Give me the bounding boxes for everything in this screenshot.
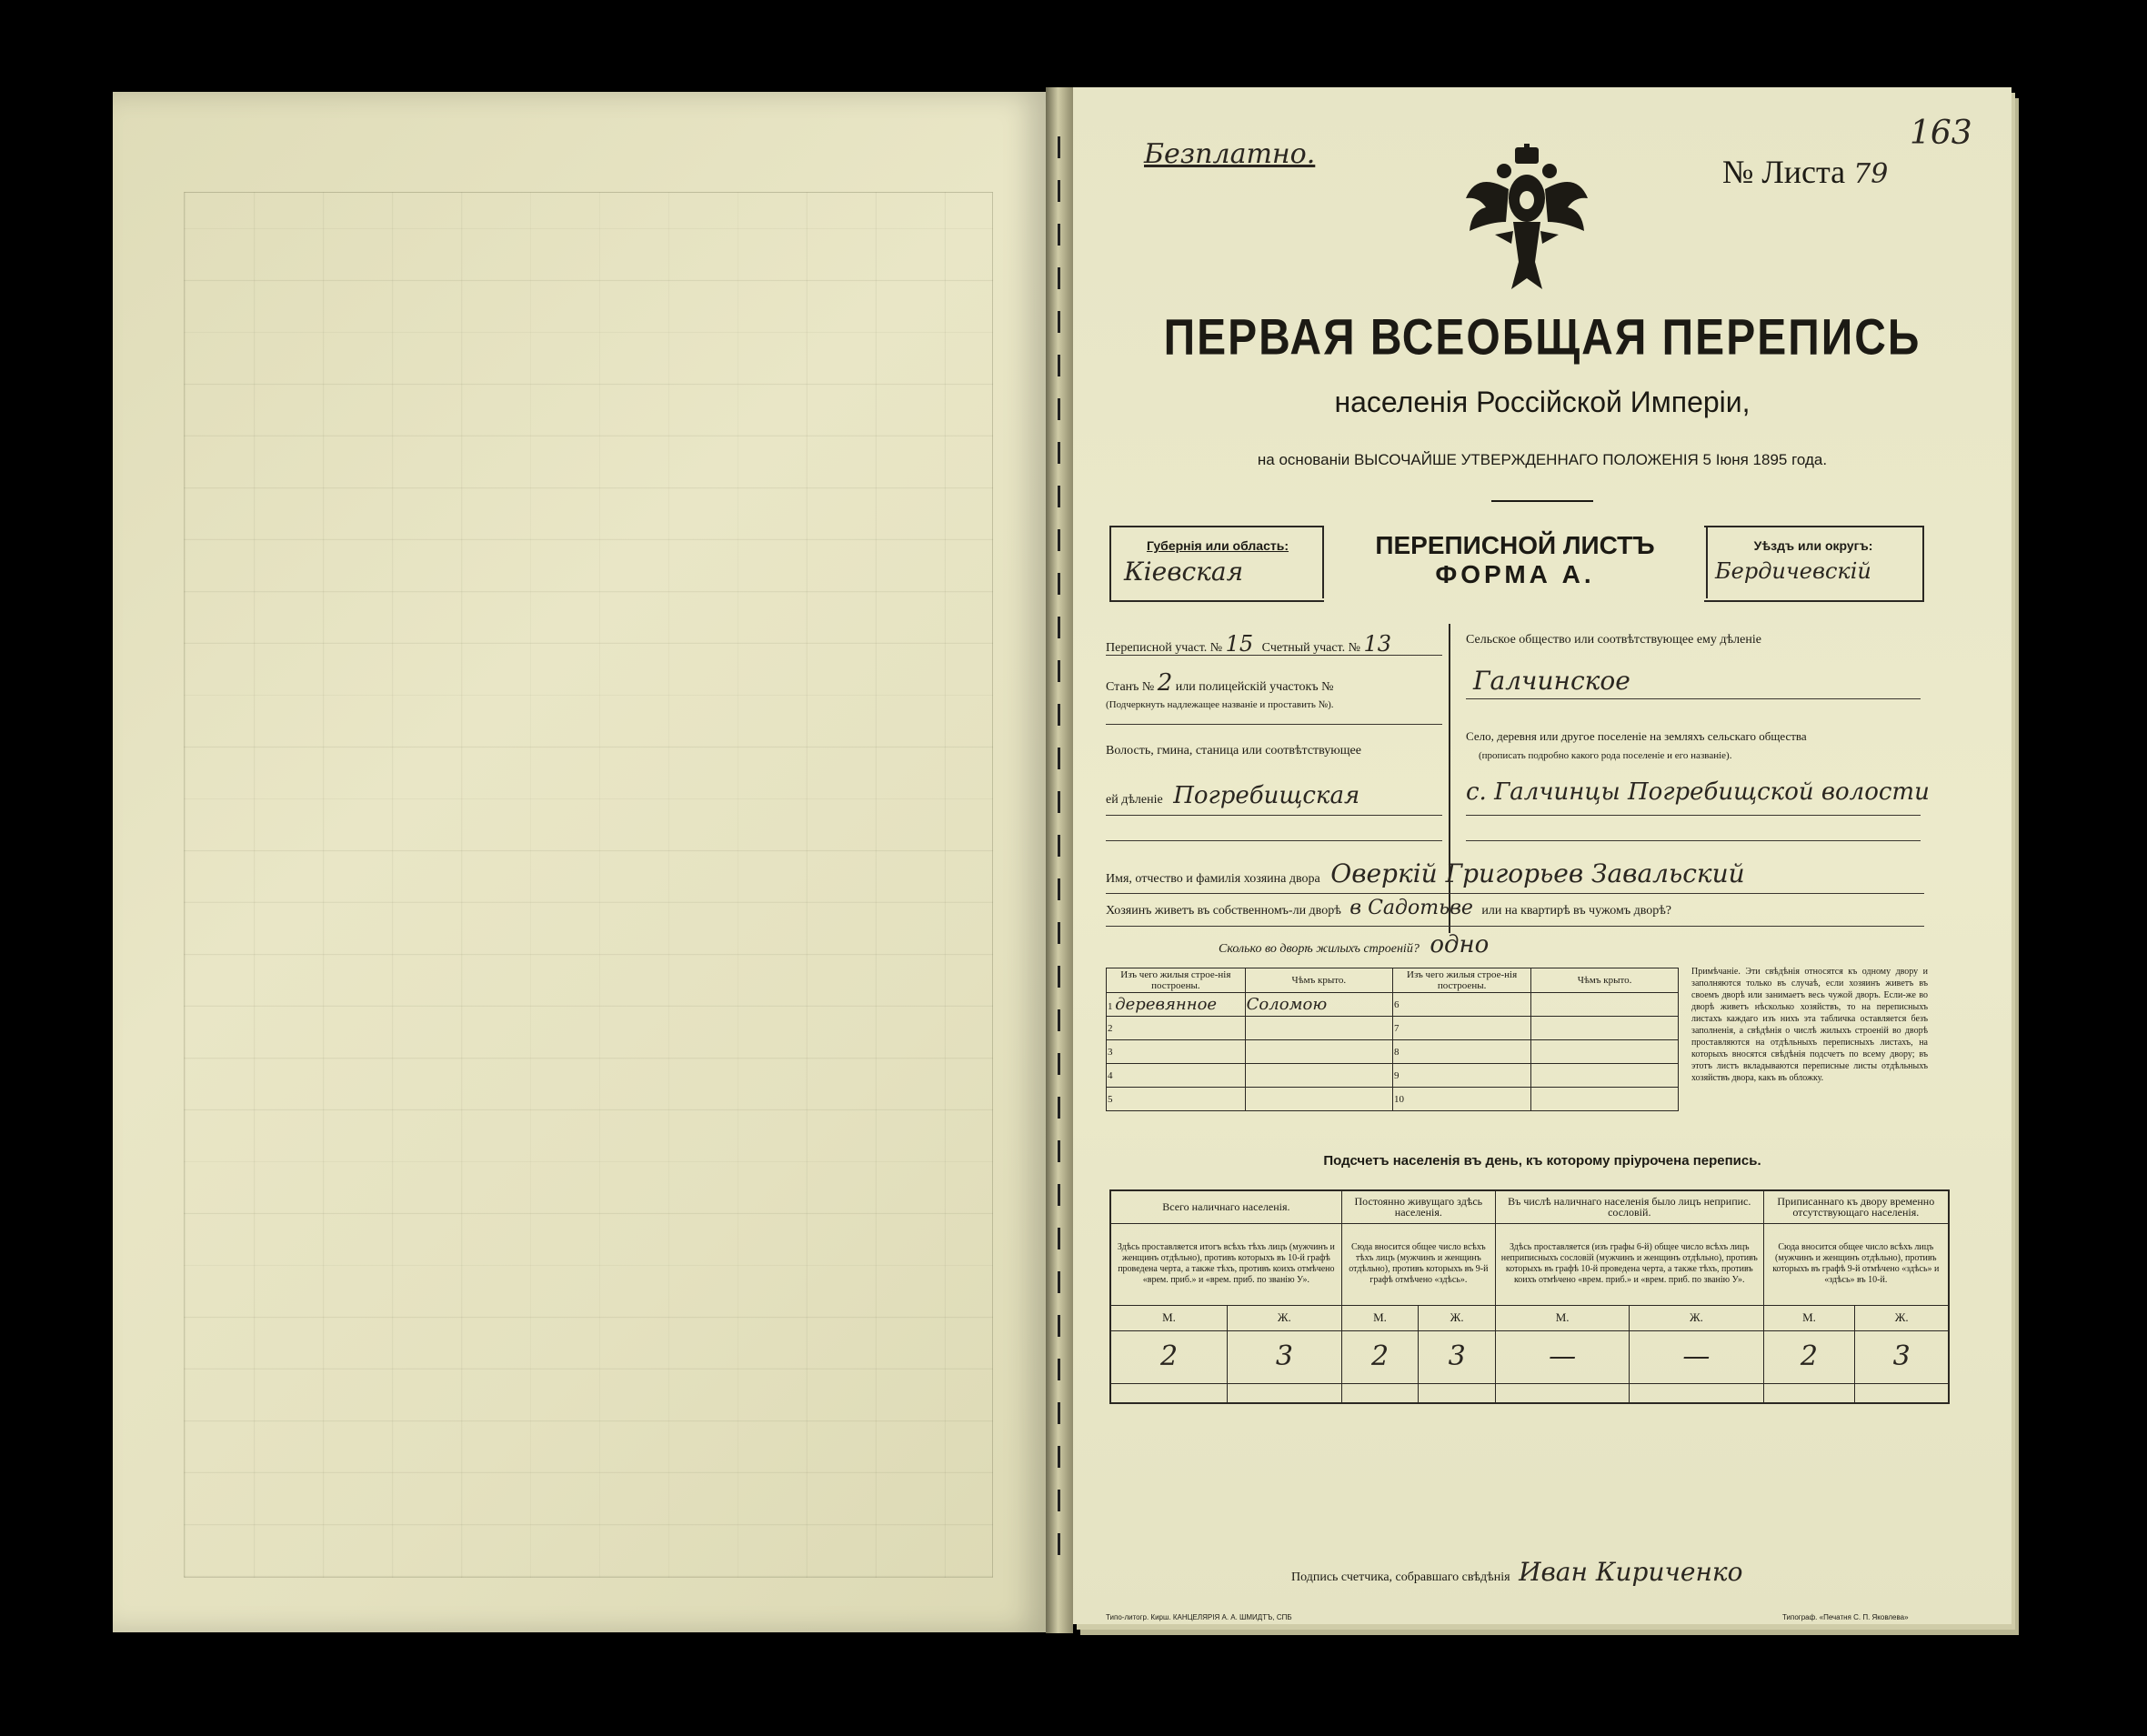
male-header: М. <box>1341 1305 1419 1330</box>
blank-cell <box>1495 1383 1629 1403</box>
count-district-label: Счетный участ. № <box>1261 641 1360 655</box>
owner-lives-rule <box>1106 926 1924 927</box>
female-count: 3 <box>1228 1330 1342 1383</box>
table-row: 3 <box>1107 1040 1246 1064</box>
female-count: 3 <box>1419 1330 1496 1383</box>
census-district-label: Переписной участ. № <box>1106 641 1223 655</box>
spine-stitching <box>1058 136 1060 1555</box>
uezd-value: Бердичевскій <box>1715 558 1871 584</box>
table-row: 7 <box>1393 1017 1531 1040</box>
faint-ruled-grid <box>184 192 993 1578</box>
village-label: Село, деревня или другое поселеніе на земляхъ сельскаго общества <box>1466 729 1807 743</box>
group-title: Всего наличнаго населенія. <box>1110 1190 1341 1223</box>
female-header: Ж. <box>1630 1305 1763 1330</box>
guberniya-label: Губернія или область: <box>1146 538 1289 553</box>
society-value: Галчинское <box>1473 666 1630 696</box>
table-row <box>1531 1017 1679 1040</box>
printer-left: Типо-литогр. Кирш. КАНЦЕЛЯРІЯ А. А. ШМИДТЪ, СПБ <box>1106 1613 1292 1621</box>
table-row <box>1531 1088 1679 1111</box>
double-headed-eagle-icon <box>1459 144 1595 298</box>
female-count: — <box>1630 1330 1763 1383</box>
signature-label: Подпись счетчика, собравшаго свѣдѣнія <box>1291 1570 1510 1584</box>
left-field-rule-3 <box>1106 815 1442 816</box>
ornament-divider <box>1491 500 1593 502</box>
owner-name-rule <box>1106 893 1924 894</box>
left-field-rule-2 <box>1106 724 1442 725</box>
police-label: или полицейскій участокъ № <box>1175 680 1334 694</box>
group-title: Въ числѣ наличнаго населенія было лицъ неприпис. сословій. <box>1495 1190 1763 1223</box>
col-roof-left: Чѣмъ крыто. <box>1245 968 1392 993</box>
sheet-number <box>1722 153 1888 191</box>
group-description: Сюда вносится общее число всѣхъ лицъ (мужчинъ и женщинъ отдѣльно), противъ которыхъ въ графѣ 9-й отмѣчено «здѣсь» и «здѣсь» въ 10-й. <box>1763 1223 1949 1305</box>
left-blank-page <box>113 92 1046 1632</box>
group-title: Приписаннаго къ двору временно отсутствующаго населенія. <box>1763 1190 1949 1223</box>
table-row: 9 <box>1393 1064 1531 1088</box>
owner-lives-label: Хозяинъ живетъ въ собственномъ-ли дворѣ <box>1106 904 1341 918</box>
volost-label-2: ей дѣленіе <box>1106 793 1163 807</box>
underline-note: (Подчеркнуть надлежащее названіе и проставить №). <box>1106 699 1334 710</box>
female-header: Ж. <box>1228 1305 1342 1330</box>
blank-cell <box>1763 1383 1855 1403</box>
female-count: 3 <box>1855 1330 1949 1383</box>
col-material-right: Изъ чего жилыя строе-нія построены. <box>1393 968 1531 993</box>
uezd-label: Уѣздъ или округъ: <box>1753 538 1873 553</box>
buildings-count-row <box>1219 931 1764 958</box>
owner-lives-row <box>1106 897 1924 919</box>
table-row <box>1531 1064 1679 1088</box>
table-row <box>1245 1064 1392 1088</box>
table-row: 4 <box>1107 1064 1246 1088</box>
owner-name-row <box>1106 858 1924 888</box>
table-row <box>1531 1040 1679 1064</box>
table-row: 8 <box>1393 1040 1531 1064</box>
free-label: Безплатно. <box>1144 138 1316 170</box>
archive-number: 163 <box>1910 115 1972 152</box>
sheet-title: ПЕРЕПИСНОЙ ЛИСТЪ <box>1375 531 1655 559</box>
signature-value: Иван Кириченко <box>1519 1557 1743 1587</box>
village-note: (прописать подробно какого рода поселеніе и его названіе). <box>1479 750 1732 761</box>
buildings-table <box>1106 968 1679 1111</box>
census-subtitle: населенія Россійской Имперіи, <box>1334 386 1751 418</box>
group-description: Здѣсь проставляется (изъ графы 6-й) общее число всѣхъ лицъ неприписныхъ сословій (мужчинъ и женщинъ отдѣльно), противъ которыхъ въ графѣ 10-й проведена черта, а также тѣхъ, противъ коихъ отмѣчено «врем. приб.» и «врем. приб. по званію У». <box>1495 1223 1763 1305</box>
stan-label: Станъ № <box>1106 680 1155 694</box>
census-form-page <box>1073 87 2012 1624</box>
male-header: М. <box>1110 1305 1228 1330</box>
table-row <box>1531 993 1679 1017</box>
table-row <box>1245 1040 1392 1064</box>
census-district-value: 15 <box>1225 631 1254 657</box>
male-count: — <box>1495 1330 1629 1383</box>
form-label: ФОРМА А. <box>1435 560 1595 588</box>
left-field-rule-4 <box>1106 840 1442 841</box>
count-title: Подсчетъ населенія въ день, къ которому пріурочена перепись. <box>1323 1153 1761 1169</box>
printer-right: Типограф. «Печатня С. П. Яковлева» <box>1782 1613 1909 1621</box>
owner-name-value: Оверкій Григорьев Завальский <box>1330 858 1745 888</box>
male-header: М. <box>1763 1305 1855 1330</box>
table-row <box>1245 1088 1392 1111</box>
signature-row <box>1291 1557 1928 1587</box>
owner-name-label: Имя, отчество и фамилія хозяина двора <box>1106 872 1320 886</box>
male-header: М. <box>1495 1305 1629 1330</box>
guberniya-value: Кіевская <box>1124 557 1244 587</box>
census-district-row <box>1106 631 1442 657</box>
group-title: Постоянно живущаго здѣсь населенія. <box>1341 1190 1495 1223</box>
census-basis: на основаніи ВЫСОЧАЙШЕ УТВЕРЖДЕННАГО ПОЛОЖЕНІЯ 5 Іюня 1895 года. <box>1257 451 1828 468</box>
society-label: Сельское общество или соотвѣтствующее ему дѣленіе <box>1466 633 1761 647</box>
col-roof-right: Чѣмъ крыто. <box>1531 968 1679 993</box>
owner-lives-value: в Садотьве <box>1349 897 1473 919</box>
group-description: Здѣсь проставляется итогъ всѣхъ тѣхъ лицъ (мужчинъ и женщинъ отдѣльно), противъ которыхъ въ 10-й графѣ проведена черта, а также тѣхъ, противъ коихъ отмѣчено «врем. приб.» и «врем. приб. по званію У». <box>1110 1223 1341 1305</box>
population-count-table <box>1109 1189 1950 1404</box>
sheet-number-label: № Листа <box>1722 154 1846 190</box>
group-description: Сюда вносится общее число всѣхъ тѣхъ лицъ (мужчинъ и женщинъ отдѣльно), противъ которыхъ въ 9-й графѣ отмѣчено «здѣсь». <box>1341 1223 1495 1305</box>
table-row: 2 <box>1107 1017 1246 1040</box>
uezd-box <box>1704 526 1924 602</box>
table-row: 5 <box>1107 1088 1246 1111</box>
female-header: Ж. <box>1855 1305 1949 1330</box>
female-header: Ж. <box>1419 1305 1496 1330</box>
buildings-count-label: Сколько во дворѣ жилыхъ строеній? <box>1219 942 1420 956</box>
village-rule <box>1466 815 1921 816</box>
blank-cell <box>1110 1383 1228 1403</box>
count-district-value: 13 <box>1363 631 1392 657</box>
stan-row <box>1106 669 1442 697</box>
census-title: ПЕРВАЯ ВСЕОБЩАЯ ПЕРЕПИСЬ <box>1163 310 1921 366</box>
stan-value: 2 <box>1157 669 1173 697</box>
col-material-left: Изъ чего жилыя строе-нія построены. <box>1107 968 1246 993</box>
male-count: 2 <box>1341 1330 1419 1383</box>
volost-row <box>1106 782 1442 809</box>
left-field-rule-1 <box>1106 655 1442 656</box>
table-row <box>1245 1017 1392 1040</box>
table-row: Соломою <box>1245 993 1392 1017</box>
sheet-title-box <box>1322 526 1708 598</box>
village-rule-2 <box>1466 840 1921 841</box>
village-value: с. Галчинцы Погребищской волости <box>1466 778 1930 806</box>
male-count: 2 <box>1763 1330 1855 1383</box>
blank-cell <box>1341 1383 1419 1403</box>
owner-lives-label-2: или на квартирѣ въ чужомъ дворѣ? <box>1481 904 1672 918</box>
male-count: 2 <box>1110 1330 1228 1383</box>
society-rule <box>1466 698 1921 699</box>
volost-value: Погребищская <box>1173 782 1360 809</box>
blank-cell <box>1419 1383 1496 1403</box>
volost-label: Волость, гмина, станица или соотвѣтствующее <box>1106 744 1361 758</box>
buildings-note: Примѣчаніе. Эти свѣдѣнія относятся къ одному двору и заполняются только въ случаѣ, если хозяинъ живетъ въ своемъ дворѣ или занимаетъ весь чужой дворъ. Если-же во дворѣ живетъ нѣсколько хозяйствъ, то на переписныхъ листахъ каждаго изъ нихъ эта табличка оставляется безъ заполненія, а свѣдѣнія о числѣ жилыхъ строеній во дворѣ проставляются на отдѣльныхъ переписныхъ листахъ, на которыхъ вносятся свѣдѣнія подсчетъ по всему двору; въ этотъ листъ вкладываются переписные листы отдѣльныхъ хозяйствъ двора, какъ въ обложку. <box>1691 967 1928 1083</box>
table-row: 6 <box>1393 993 1531 1017</box>
table-row: 10 <box>1393 1088 1531 1111</box>
table-row: 1 деревянное <box>1107 993 1246 1017</box>
blank-cell <box>1855 1383 1949 1403</box>
blank-cell <box>1630 1383 1763 1403</box>
sheet-number-value: 79 <box>1853 158 1889 190</box>
blank-cell <box>1228 1383 1342 1403</box>
guberniya-box <box>1109 526 1324 602</box>
buildings-count-value: одно <box>1430 931 1490 958</box>
